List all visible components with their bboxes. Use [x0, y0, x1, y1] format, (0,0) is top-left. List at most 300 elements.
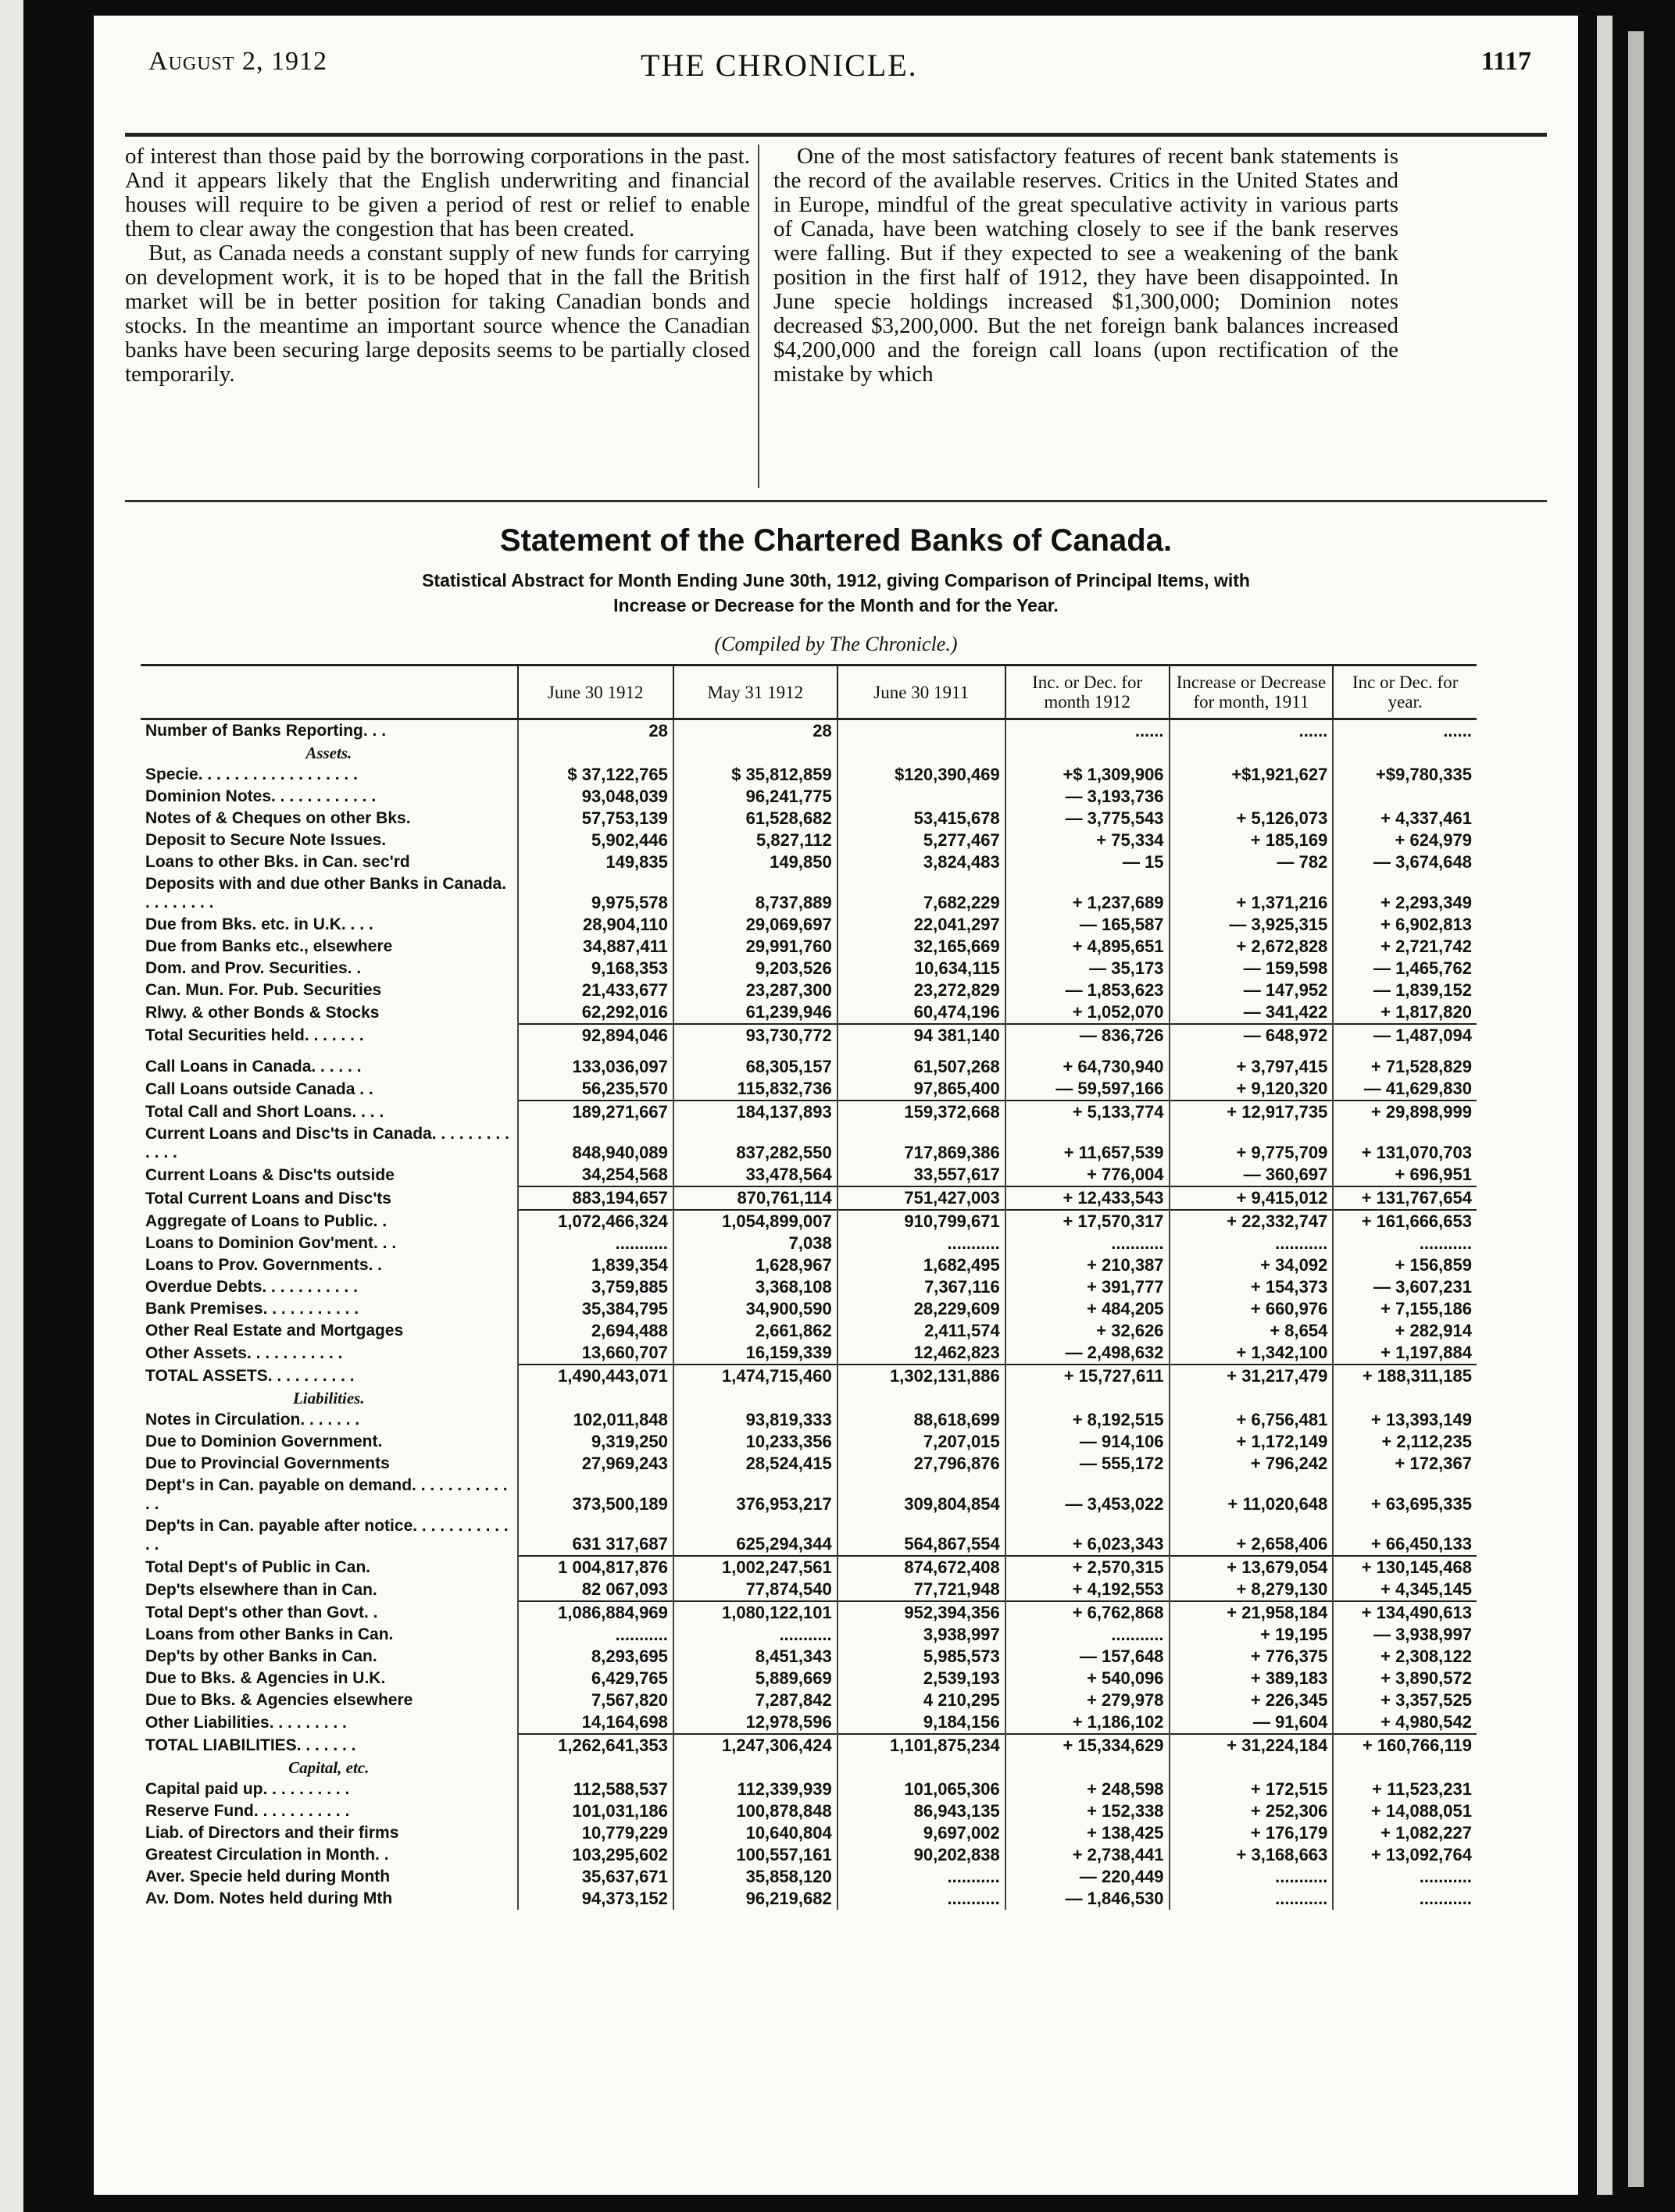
cell-value: 88,618,699: [838, 1409, 1005, 1431]
cell-value: 1,302,131,886: [838, 1365, 1005, 1387]
table-row: [141, 1320, 1477, 1342]
cell-value: + 8,654: [1170, 1320, 1334, 1342]
cell-value: [1333, 1047, 1477, 1056]
cell-value: 874,672,408: [838, 1556, 1005, 1579]
cell-value: + 1,237,689: [1005, 873, 1170, 914]
cell-value: [1170, 1387, 1334, 1409]
cell-value: + 389,183: [1170, 1668, 1334, 1689]
cell-value: + 2,721,742: [1333, 936, 1477, 958]
cell-value: + 796,242: [1170, 1453, 1334, 1475]
cell-value: [673, 1757, 838, 1779]
section-heading-row: [141, 1387, 1477, 1409]
cell-value: + 63,695,335: [1333, 1475, 1477, 1515]
cell-value: [518, 1387, 673, 1409]
cell-value: + 1,817,820: [1333, 1001, 1477, 1024]
cell-value: $120,390,469: [838, 764, 1005, 786]
row-label: Bank Premises. . . . . . . . . . .: [145, 1300, 359, 1318]
cell-value: 6,429,765: [518, 1668, 673, 1689]
cell-value: + 152,338: [1005, 1800, 1170, 1822]
cell-value: +$ 1,309,906: [1005, 764, 1170, 786]
cell-value: — 91,604: [1170, 1711, 1334, 1734]
cell-value: — 3,674,648: [1333, 851, 1477, 873]
cell-value: [673, 1387, 838, 1409]
row-label: Av. Dom. Notes held during Mth: [145, 1889, 393, 1907]
cell-value: [1005, 1757, 1170, 1779]
table-row: [141, 979, 1477, 1001]
table-row: [141, 1475, 1477, 1515]
cell-value: [838, 1757, 1005, 1779]
cell-value: — 1,853,623: [1005, 979, 1170, 1001]
cell-value: ......: [1170, 719, 1334, 743]
cell-value: — 159,598: [1170, 958, 1334, 979]
cell-value: 61,528,682: [673, 808, 838, 830]
cell-value: + 9,775,709: [1170, 1123, 1334, 1164]
cell-value: 10,779,229: [518, 1822, 673, 1844]
cell-value: + 1,197,884: [1333, 1342, 1477, 1365]
row-label: Dept's in Can. payable on demand. . . . . . . . . . . . .: [145, 1476, 508, 1513]
cell-value: + 391,777: [1005, 1276, 1170, 1298]
row-label: Current Loans & Disc'ts outside: [145, 1166, 395, 1184]
cell-value: 10,640,804: [673, 1822, 838, 1844]
table-row: [141, 1888, 1477, 1910]
cell-value: 373,500,189: [518, 1475, 673, 1515]
cell-value: + 6,756,481: [1170, 1409, 1334, 1431]
cell-value: + 11,020,648: [1170, 1475, 1334, 1515]
cell-value: 14,164,698: [518, 1711, 673, 1734]
row-label: Total Current Loans and Disc'ts: [145, 1190, 391, 1208]
table-row: [141, 1579, 1477, 1601]
cell-value: + 13,393,149: [1333, 1409, 1477, 1431]
cell-value: 7,207,015: [838, 1431, 1005, 1453]
article-paragraph: of interest than those paid by the borrowing corporations in the past. And it appears likely that the English underwriting and financial houses will require to be given a period of rest or relief to enable them to clear away the congestion that has been created.: [125, 144, 750, 241]
cell-value: 3,759,885: [518, 1276, 673, 1298]
cell-value: 12,462,823: [838, 1342, 1005, 1365]
cell-value: ......: [1333, 719, 1477, 743]
column-header: Inc or Dec. for year.: [1333, 665, 1477, 719]
cell-value: + 3,168,663: [1170, 1844, 1334, 1866]
table-row: [141, 1342, 1477, 1365]
column-header: [141, 665, 518, 719]
cell-value: 1,002,247,561: [673, 1556, 838, 1579]
cell-value: [1333, 1387, 1477, 1409]
cell-value: 1,086,884,969: [518, 1601, 673, 1624]
cell-value: 1,682,495: [838, 1254, 1005, 1276]
cell-value: 28: [518, 719, 673, 743]
row-label: Deposit to Secure Note Issues.: [145, 831, 387, 849]
cell-value: + 6,762,868: [1005, 1601, 1170, 1624]
cell-value: + 134,490,613: [1333, 1601, 1477, 1624]
cell-value: 61,239,946: [673, 1001, 838, 1024]
cell-value: + 13,092,764: [1333, 1844, 1477, 1866]
cell-value: — 35,173: [1005, 958, 1170, 979]
header-rule: [125, 133, 1547, 137]
cell-value: + 4,895,651: [1005, 936, 1170, 958]
cell-value: + 160,766,119: [1333, 1734, 1477, 1757]
table-row: [141, 808, 1477, 830]
cell-value: 35,384,795: [518, 1298, 673, 1320]
cell-value: 5,985,573: [838, 1646, 1005, 1668]
row-label: Capital, etc.: [288, 1758, 370, 1777]
table-row: [141, 1668, 1477, 1689]
cell-value: 9,168,353: [518, 958, 673, 979]
row-label: Total Dept's of Public in Can.: [145, 1558, 371, 1576]
row-label: Notes of & Cheques on other Bks.: [145, 809, 411, 827]
row-label: Reserve Fund. . . . . . . . . . .: [145, 1802, 350, 1820]
cell-value: 1 004,817,876: [518, 1556, 673, 1579]
cell-value: + 3,797,415: [1170, 1056, 1334, 1078]
cell-value: ......: [1005, 719, 1170, 743]
cell-value: 2,661,862: [673, 1320, 838, 1342]
cell-value: — 1,839,152: [1333, 979, 1477, 1001]
cell-value: [838, 786, 1005, 808]
row-label: Rlwy. & other Bonds & Stocks: [145, 1004, 380, 1022]
row-label: Due from Banks etc., elsewhere: [145, 937, 393, 955]
cell-value: + 161,666,653: [1333, 1210, 1477, 1233]
cell-value: + 660,976: [1170, 1298, 1334, 1320]
cell-value: ...........: [1170, 1233, 1334, 1254]
cell-value: 93,819,333: [673, 1409, 838, 1431]
cell-value: + 1,371,216: [1170, 873, 1334, 914]
cell-value: 16,159,339: [673, 1342, 838, 1365]
cell-value: ...........: [1170, 1866, 1334, 1888]
cell-value: 159,372,668: [838, 1101, 1005, 1123]
table-row: [141, 1556, 1477, 1579]
table-row: [141, 764, 1477, 786]
table-row: [141, 1734, 1477, 1757]
row-label: Due from Bks. etc. in U.K. . . .: [145, 915, 373, 933]
cell-value: 10,233,356: [673, 1431, 838, 1453]
cell-value: — 836,726: [1005, 1024, 1170, 1047]
column-header: May 31 1912: [673, 665, 838, 719]
cell-value: ...........: [1333, 1888, 1477, 1910]
row-label: Current Loans and Disc'ts in Canada. . . . . . . . . . . . .: [145, 1125, 509, 1161]
cell-value: + 13,679,054: [1170, 1556, 1334, 1579]
cell-value: 100,878,848: [673, 1800, 838, 1822]
cell-value: 28,229,609: [838, 1298, 1005, 1320]
row-label: Aggregate of Loans to Public. .: [145, 1212, 388, 1230]
table-row: [141, 830, 1477, 851]
cell-value: 3,368,108: [673, 1276, 838, 1298]
table-row: [141, 1866, 1477, 1888]
cell-value: + 185,169: [1170, 830, 1334, 851]
row-label: Call Loans in Canada. . . . . .: [145, 1058, 362, 1076]
cell-value: 2,694,488: [518, 1320, 673, 1342]
cell-value: — 41,629,830: [1333, 1078, 1477, 1101]
cell-value: 8,293,695: [518, 1646, 673, 1668]
cell-value: 870,761,114: [673, 1186, 838, 1210]
cell-value: 564,867,554: [838, 1515, 1005, 1556]
cell-value: 376,953,217: [673, 1475, 838, 1515]
row-label: Loans to Dominion Gov'ment. . .: [145, 1234, 397, 1252]
cell-value: ...........: [518, 1233, 673, 1254]
cell-value: [838, 1387, 1005, 1409]
cell-value: [1170, 742, 1334, 764]
cell-value: 100,557,161: [673, 1844, 838, 1866]
row-label: Liab. of Directors and their firms: [145, 1824, 399, 1842]
table-row: [141, 1431, 1477, 1453]
cell-value: 68,305,157: [673, 1056, 838, 1078]
cell-value: + 6,902,813: [1333, 914, 1477, 936]
cell-value: + 188,311,185: [1333, 1365, 1477, 1387]
cell-value: 309,804,854: [838, 1475, 1005, 1515]
cell-value: + 138,425: [1005, 1822, 1170, 1844]
cell-value: [1005, 1387, 1170, 1409]
section-rule: [125, 500, 1547, 502]
cell-value: 848,940,089: [518, 1123, 673, 1164]
cell-value: [838, 719, 1005, 743]
statement-subtitle: Statistical Abstract for Month Ending June 30th, 1912, giving Comparison of Principal Items, with: [422, 570, 1250, 590]
cell-value: 28,904,110: [518, 914, 673, 936]
cell-value: + 3,890,572: [1333, 1668, 1477, 1689]
cell-value: [1333, 1757, 1477, 1779]
cell-value: 1,054,899,007: [673, 1210, 838, 1233]
cell-value: ...........: [673, 1624, 838, 1646]
row-label: Liabilities.: [292, 1389, 365, 1407]
cell-value: — 1,487,094: [1333, 1024, 1477, 1047]
cell-value: 2,411,574: [838, 1320, 1005, 1342]
cell-value: 112,339,939: [673, 1779, 838, 1800]
table-row: [141, 1453, 1477, 1475]
cell-value: 112,588,537: [518, 1779, 673, 1800]
cell-value: + 66,450,133: [1333, 1515, 1477, 1556]
page-stack-edge: [1628, 31, 1644, 2187]
cell-value: — 15: [1005, 851, 1170, 873]
article-paragraph: One of the most satisfactory features of recent bank statements is the record of the available reserves. Critics in the United States and in Europe, mindful of the great speculative activity in various parts of Canada, have been watching closely to see if the bank reserves were falling. But if they expected to see a weakening of the bank position in the first half of 1912, they have been disappointed. In June specie holdings increased $1,300,000; Dominion notes decreased $3,200,000. But the net foreign bank balances increased $4,200,000 and the foreign call loans (upon rectification of the mistake by which: [773, 144, 1398, 387]
table-row: [141, 1254, 1477, 1276]
row-label: TOTAL LIABILITIES. . . . . . .: [145, 1736, 356, 1754]
cell-value: + 131,070,703: [1333, 1123, 1477, 1164]
cell-value: 5,827,112: [673, 830, 838, 851]
table-row: [141, 958, 1477, 979]
compiled-note: (Compiled by The Chronicle.): [714, 633, 958, 655]
row-label: Dep'ts elsewhere than in Can.: [145, 1581, 377, 1599]
cell-value: 184,137,893: [673, 1101, 838, 1123]
cell-value: +$1,921,627: [1170, 764, 1334, 786]
row-label: Dominion Notes. . . . . . . . . . . .: [145, 787, 377, 805]
cell-value: 133,036,097: [518, 1056, 673, 1078]
row-label: Dep'ts by other Banks in Can.: [145, 1647, 377, 1665]
cell-value: + 15,334,629: [1005, 1734, 1170, 1757]
table-body: [141, 719, 1477, 1911]
row-label: Overdue Debts. . . . . . . . . . .: [145, 1278, 358, 1296]
table-row: [141, 914, 1477, 936]
table-row: [141, 1164, 1477, 1186]
cell-value: + 3,357,525: [1333, 1689, 1477, 1711]
cell-value: 9,184,156: [838, 1711, 1005, 1734]
table-row: [141, 1515, 1477, 1556]
cell-value: [1005, 742, 1170, 764]
cell-value: 35,858,120: [673, 1866, 838, 1888]
cell-value: — 3,193,736: [1005, 786, 1170, 808]
cell-value: 8,451,343: [673, 1646, 838, 1668]
row-label: Other Liabilities. . . . . . . . .: [145, 1714, 347, 1732]
cell-value: $ 37,122,765: [518, 764, 673, 786]
cell-value: — 157,648: [1005, 1646, 1170, 1668]
cell-value: + 776,375: [1170, 1646, 1334, 1668]
table-row: [141, 1646, 1477, 1668]
cell-value: 7,367,116: [838, 1276, 1005, 1298]
cell-value: 23,272,829: [838, 979, 1005, 1001]
cell-value: 103,295,602: [518, 1844, 673, 1866]
page-stack-edge: [1597, 16, 1612, 2195]
cell-value: — 914,106: [1005, 1431, 1170, 1453]
cell-value: 1,072,466,324: [518, 1210, 673, 1233]
header-title: THE CHRONICLE.: [641, 48, 918, 83]
row-label: Due to Dominion Government.: [145, 1432, 383, 1450]
cell-value: 94,373,152: [518, 1888, 673, 1910]
cell-value: — 3,925,315: [1170, 914, 1334, 936]
cell-value: — 147,952: [1170, 979, 1334, 1001]
cell-value: + 210,387: [1005, 1254, 1170, 1276]
row-label: Notes in Circulation. . . . . . .: [145, 1411, 360, 1429]
cell-value: 62,292,016: [518, 1001, 673, 1024]
cell-value: + 176,179: [1170, 1822, 1334, 1844]
cell-value: 7,682,229: [838, 873, 1005, 914]
cell-value: + 2,112,235: [1333, 1431, 1477, 1453]
row-label: Other Assets. . . . . . . . . . .: [145, 1344, 343, 1362]
cell-value: + 2,293,349: [1333, 873, 1477, 914]
cell-value: + 11,657,539: [1005, 1123, 1170, 1164]
cell-value: 86,943,135: [838, 1800, 1005, 1822]
cell-value: [518, 742, 673, 764]
cell-value: + 71,528,829: [1333, 1056, 1477, 1078]
cell-value: + 2,658,406: [1170, 1515, 1334, 1556]
cell-value: ...........: [1333, 1233, 1477, 1254]
cell-value: 149,850: [673, 851, 838, 873]
row-label: Dom. and Prov. Securities. .: [145, 959, 362, 977]
table-row: [141, 1001, 1477, 1024]
table-row: [141, 1047, 1477, 1056]
cell-value: + 8,279,130: [1170, 1579, 1334, 1601]
cell-value: 1,080,122,101: [673, 1601, 838, 1624]
cell-value: — 59,597,166: [1005, 1078, 1170, 1101]
cell-value: 23,287,300: [673, 979, 838, 1001]
cell-value: + 5,126,073: [1170, 808, 1334, 830]
cell-value: + 32,626: [1005, 1320, 1170, 1342]
cell-value: 28: [673, 719, 838, 743]
cell-value: 102,011,848: [518, 1409, 673, 1431]
cell-value: — 3,453,022: [1005, 1475, 1170, 1515]
left-page-edge: [0, 0, 23, 2212]
cell-value: 1,247,306,424: [673, 1734, 838, 1757]
cell-value: ...........: [838, 1888, 1005, 1910]
row-label: Due to Provincial Governments: [145, 1454, 390, 1472]
cell-value: + 12,433,543: [1005, 1186, 1170, 1210]
table-row: [141, 936, 1477, 958]
cell-value: [518, 1757, 673, 1779]
cell-value: [838, 742, 1005, 764]
table-row: [141, 873, 1477, 914]
table-row: [141, 1276, 1477, 1298]
bank-statement-table: [141, 664, 1477, 1910]
cell-value: 7,567,820: [518, 1689, 673, 1711]
row-label: Aver. Specie held during Month: [145, 1868, 391, 1886]
cell-value: — 2,498,632: [1005, 1342, 1170, 1365]
cell-value: 837,282,550: [673, 1123, 838, 1164]
row-label: Call Loans outside Canada . .: [145, 1080, 373, 1098]
cell-value: [518, 1047, 673, 1056]
cell-value: + 279,978: [1005, 1689, 1170, 1711]
cell-value: — 3,938,997: [1333, 1624, 1477, 1646]
cell-value: + 696,951: [1333, 1164, 1477, 1186]
section-heading-row: [141, 742, 1477, 764]
row-label: Total Call and Short Loans. . . .: [145, 1103, 384, 1121]
cell-value: 93,048,039: [518, 786, 673, 808]
cell-value: + 1,342,100: [1170, 1342, 1334, 1365]
cell-value: + 29,898,999: [1333, 1101, 1477, 1123]
table-row: [141, 1298, 1477, 1320]
cell-value: 5,889,669: [673, 1668, 838, 1689]
row-label: Due to Bks. & Agencies elsewhere: [145, 1691, 413, 1709]
cell-value: 1,262,641,353: [518, 1734, 673, 1757]
cell-value: 4 210,295: [838, 1689, 1005, 1711]
row-label: Number of Banks Reporting. . .: [145, 722, 387, 740]
header-date: August 2, 1912: [148, 47, 328, 76]
row-label: [141, 1047, 518, 1056]
cell-value: 22,041,297: [838, 914, 1005, 936]
cell-value: 3,824,483: [838, 851, 1005, 873]
table-row: [141, 1844, 1477, 1866]
cell-value: [838, 1047, 1005, 1056]
table-row: [141, 1779, 1477, 1800]
cell-value: + 282,914: [1333, 1320, 1477, 1342]
cell-value: + 130,145,468: [1333, 1556, 1477, 1579]
cell-value: + 624,979: [1333, 830, 1477, 851]
cell-value: 1,474,715,460: [673, 1365, 838, 1387]
cell-value: 9,975,578: [518, 873, 673, 914]
cell-value: + 226,345: [1170, 1689, 1334, 1711]
cell-value: + 2,308,122: [1333, 1646, 1477, 1668]
column-header: Increase or Decrease for month, 1911: [1170, 665, 1334, 719]
cell-value: 27,969,243: [518, 1453, 673, 1475]
cell-value: — 782: [1170, 851, 1334, 873]
cell-value: + 4,980,542: [1333, 1711, 1477, 1734]
newspaper-page: [94, 16, 1578, 2195]
cell-value: ...........: [1170, 1888, 1334, 1910]
cell-value: 34,900,590: [673, 1298, 838, 1320]
table-row: [141, 1624, 1477, 1646]
cell-value: 2,539,193: [838, 1668, 1005, 1689]
row-label: Assets.: [305, 744, 352, 762]
cell-value: [1170, 786, 1334, 808]
cell-value: 92,894,046: [518, 1024, 673, 1047]
row-label: TOTAL ASSETS. . . . . . . . . .: [145, 1367, 355, 1385]
cell-value: + 64,730,940: [1005, 1056, 1170, 1078]
cell-value: 101,031,186: [518, 1800, 673, 1822]
cell-value: 53,415,678: [838, 808, 1005, 830]
binding-shadow: [23, 0, 94, 2212]
article-paragraph: But, as Canada needs a constant supply of new funds for carrying on development work, it is to be hoped that in the fall the British market will be in better position for taking Canadian bonds and stocks. In the meantime an important source whence the Canadian banks have been securing large deposits seems to be partially closed temporarily.: [125, 241, 750, 387]
cell-value: + 4,345,145: [1333, 1579, 1477, 1601]
cell-value: 97,865,400: [838, 1078, 1005, 1101]
cell-value: + 4,337,461: [1333, 808, 1477, 830]
cell-value: 5,902,446: [518, 830, 673, 851]
cell-value: + 7,155,186: [1333, 1298, 1477, 1320]
cell-value: 27,796,876: [838, 1453, 1005, 1475]
cell-value: + 22,332,747: [1170, 1210, 1334, 1233]
cell-value: + 31,224,184: [1170, 1734, 1334, 1757]
cell-value: 101,065,306: [838, 1779, 1005, 1800]
cell-value: 29,991,760: [673, 936, 838, 958]
cell-value: 35,637,671: [518, 1866, 673, 1888]
cell-value: + 484,205: [1005, 1298, 1170, 1320]
cell-value: ...........: [1005, 1233, 1170, 1254]
cell-value: $ 35,812,859: [673, 764, 838, 786]
cell-value: 1,490,443,071: [518, 1365, 673, 1387]
row-label: Due to Bks. & Agencies in U.K.: [145, 1669, 386, 1687]
cell-value: 7,287,842: [673, 1689, 838, 1711]
row-label: Specie. . . . . . . . . . . . . . . . . .: [145, 765, 358, 783]
